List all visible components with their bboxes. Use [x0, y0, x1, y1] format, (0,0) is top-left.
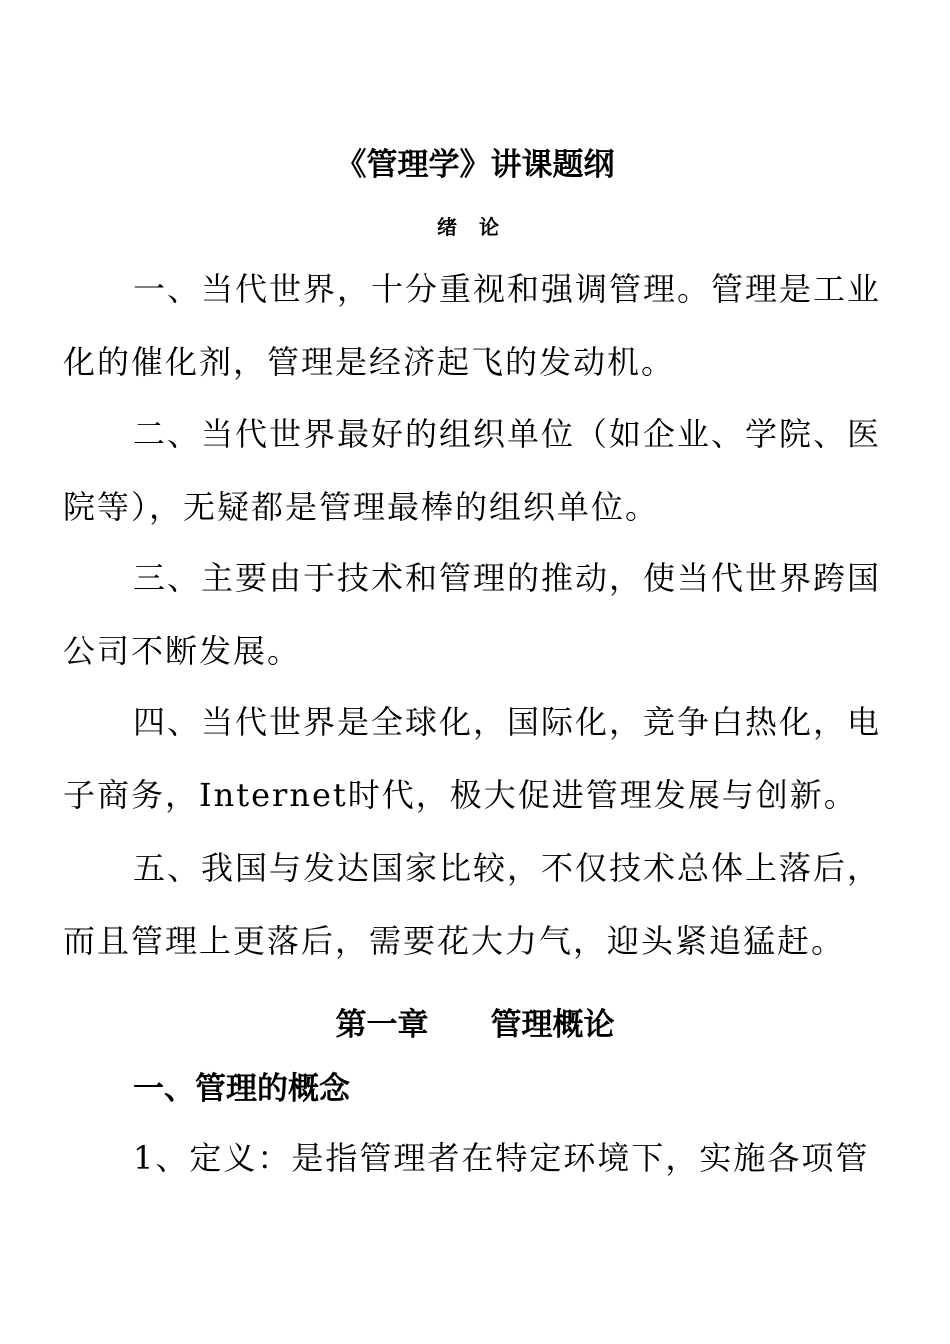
chapter-number: 第一章	[335, 1007, 429, 1043]
paragraph-4: 四、当代世界是全球化，国际化，竞争白热化，电子商务，Internet时代，极大促进管理发展与创新。	[63, 703, 882, 814]
paragraph-5: 五、我国与发达国家比较，不仅技术总体上落后，而且管理上更落后，需要花大力气，迎头紧追猛赶。	[63, 849, 882, 960]
document-title: 《管理学》讲课题纲	[335, 147, 615, 183]
chapter-heading	[0, 1002, 950, 1048]
paragraph-2: 二、当代世界最好的组织单位（如企业、学院、医院等），无疑都是管理最棒的组织单位。	[63, 415, 882, 526]
paragraph-1: 一、当代世界，十分重视和强调管理。管理是工业化的催化剂，管理是经济起飞的发动机。	[63, 270, 882, 381]
chapter-name: 管理概论	[490, 1007, 615, 1043]
document-subtitle: 绪论	[437, 215, 521, 239]
paragraph-3: 三、主要由于技术和管理的推动，使当代世界跨国公司不断发展。	[63, 559, 882, 670]
section-heading: 一、管理的概念	[133, 1071, 350, 1107]
definition-paragraph: 1、定义：是指管理者在特定环境下，实施各项管	[133, 1139, 870, 1177]
